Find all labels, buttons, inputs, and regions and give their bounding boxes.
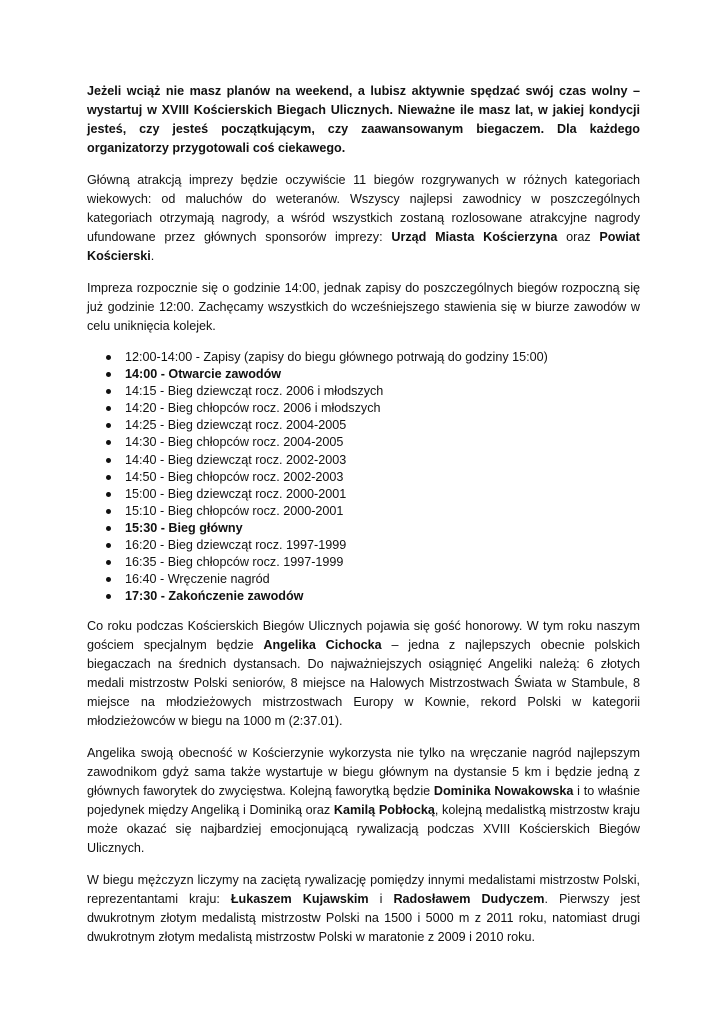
registration-paragraph: Impreza rozpocznie się o godzinie 14:00, jednak zapisy do poszczególnych biegów rozpoczną się już godzinie 12:00. Zachęcamy wszystkich do wcześniejszego stawienia się w biurze zawodów w celu uniknięcia kolejek. bbox=[87, 281, 640, 333]
intro-paragraph: Jeżeli wciąż nie masz planów na weekend, a lubisz aktywnie spędzać swój czas wolny – wystartuj w XVIII Kościerskich Biegach Ulicznych. Nieważne ile masz lat, w jakiej kondycji jesteś, czy jesteś początkującym, czy zaawansowanym biegaczem. Dla każdego organizatorzy przygotowali coś ciekawego. bbox=[87, 84, 640, 155]
schedule-item: 14:15 - Bieg dziewcząt rocz. 2006 i młodszych bbox=[125, 383, 640, 400]
men-text-1: W biegu mężczyzn liczymy na zaciętą rywalizację pomiędzy innymi medalistami mistrzostw Polski, reprezentantami kraju: bbox=[87, 873, 640, 907]
schedule-item: 14:50 - Bieg chłopców rocz. 2002-2003 bbox=[125, 469, 640, 486]
schedule-item: 14:00 - Otwarcie zawodów bbox=[125, 366, 640, 383]
favorites-text-3: , kolejną medalistką mistrzostw kraju może okazać się najbardziej emocjonującą rywalizacją podczas XVIII Kościerskich Biegów Ulicznych. bbox=[87, 803, 640, 856]
schedule-item: 14:40 - Bieg dziewcząt rocz. 2002-2003 bbox=[125, 452, 640, 469]
men-race-paragraph bbox=[87, 871, 640, 947]
schedule-list bbox=[87, 349, 640, 605]
sponsor-county: Powiat Kościerski bbox=[87, 230, 640, 263]
schedule-item: 16:40 - Wręczenie nagród bbox=[125, 571, 640, 588]
schedule-item: 14:25 - Bieg dziewcząt rocz. 2004-2005 bbox=[125, 417, 640, 434]
men-text-2: i bbox=[368, 892, 394, 907]
attractions-text: Główną atrakcją imprezy będzie oczywiście 11 biegów rozgrywanych w różnych kategoriach wiekowych: od maluchów do weteranów. Wszyscy najlepsi zawodnicy w poszczególnych kategoriach otrzymają nagrody, a wśród wszystkich zostaną rozlosowane atrakcyjne nagrody ufundowane przez głównych sponsorów imprezy: bbox=[87, 173, 640, 244]
favorites-paragraph bbox=[87, 744, 640, 858]
sponsor-city: Urząd Miasta Kościerzyna bbox=[391, 230, 558, 244]
men-name-2: Radosławem Dudyczem bbox=[393, 892, 545, 907]
schedule-item: 15:30 - Bieg główny bbox=[125, 520, 640, 537]
favorites-text-2: i to właśnie pojedynek między Angeliką i Dominiką oraz bbox=[87, 784, 640, 818]
favorites-text-1: Angelika swoją obecność w Kościerzynie wykorzysta nie tylko na wręczanie nagród najlepszym zawodnikom gdyż sama także wystartuje w biegu głównym na dystansie 5 km i będzie jedną z głównych faworytek do zwycięstwa. Kolejną faworytką będzie bbox=[87, 746, 640, 799]
schedule-item: 16:35 - Bieg chłopców rocz. 1997-1999 bbox=[125, 554, 640, 571]
schedule-item: 12:00-14:00 - Zapisy (zapisy do biegu głównego potrwają do godziny 15:00) bbox=[125, 349, 640, 366]
favorite-name-2: Kamilą Pobłocką bbox=[333, 803, 435, 818]
schedule-item: 17:30 - Zakończenie zawodów bbox=[125, 588, 640, 605]
attractions-paragraph bbox=[87, 171, 640, 266]
men-text-3: . Pierwszy jest dwukrotnym złotym medalistą mistrzostw Polski na 1500 i 5000 m z 2011 roku, natomiast drugi dwukrotnym złotym medalistą mistrzostw Polski w maratonie z 2009 i 2010 roku. bbox=[87, 892, 640, 945]
schedule-item: 14:20 - Bieg chłopców rocz. 2006 i młodszych bbox=[125, 400, 640, 417]
schedule-item: 15:00 - Bieg dziewcząt rocz. 2000-2001 bbox=[125, 486, 640, 503]
sponsor-conjunction: oraz bbox=[557, 230, 600, 244]
guest-name: Angelika Cichocka bbox=[263, 638, 382, 653]
schedule-item: 16:20 - Bieg dziewcząt rocz. 1997-1999 bbox=[125, 537, 640, 554]
document-page bbox=[87, 82, 640, 947]
favorite-name-1: Dominika Nowakowska bbox=[433, 784, 574, 799]
attractions-end: . bbox=[150, 249, 155, 263]
schedule-item: 15:10 - Bieg chłopców rocz. 2000-2001 bbox=[125, 503, 640, 520]
guest-text-2: – jedna z najlepszych obecnie polskich biegaczach na średnich dystansach. Do najważniejszych osiągnięć Angeliki należą: 6 złotych medali mistrzostw Polski seniorów, 8 miejsce na Halowych Mistrzostwach Świata w Stambule, 8 miejsce na młodzieżowych mistrzostwach Europy w Kownie, rekord Polski w kategorii młodzieżowców w biegu na 1000 m (2:37.01). bbox=[87, 638, 640, 729]
schedule-item: 14:30 - Bieg chłopców rocz. 2004-2005 bbox=[125, 434, 640, 451]
guest-text-1: Co roku podczas Kościerskich Biegów Ulicznych pojawia się gość honorowy. W tym roku naszym gościem specjalnym będzie bbox=[87, 619, 640, 653]
men-name-1: Łukaszem Kujawskim bbox=[230, 892, 369, 907]
guest-paragraph bbox=[87, 617, 640, 731]
